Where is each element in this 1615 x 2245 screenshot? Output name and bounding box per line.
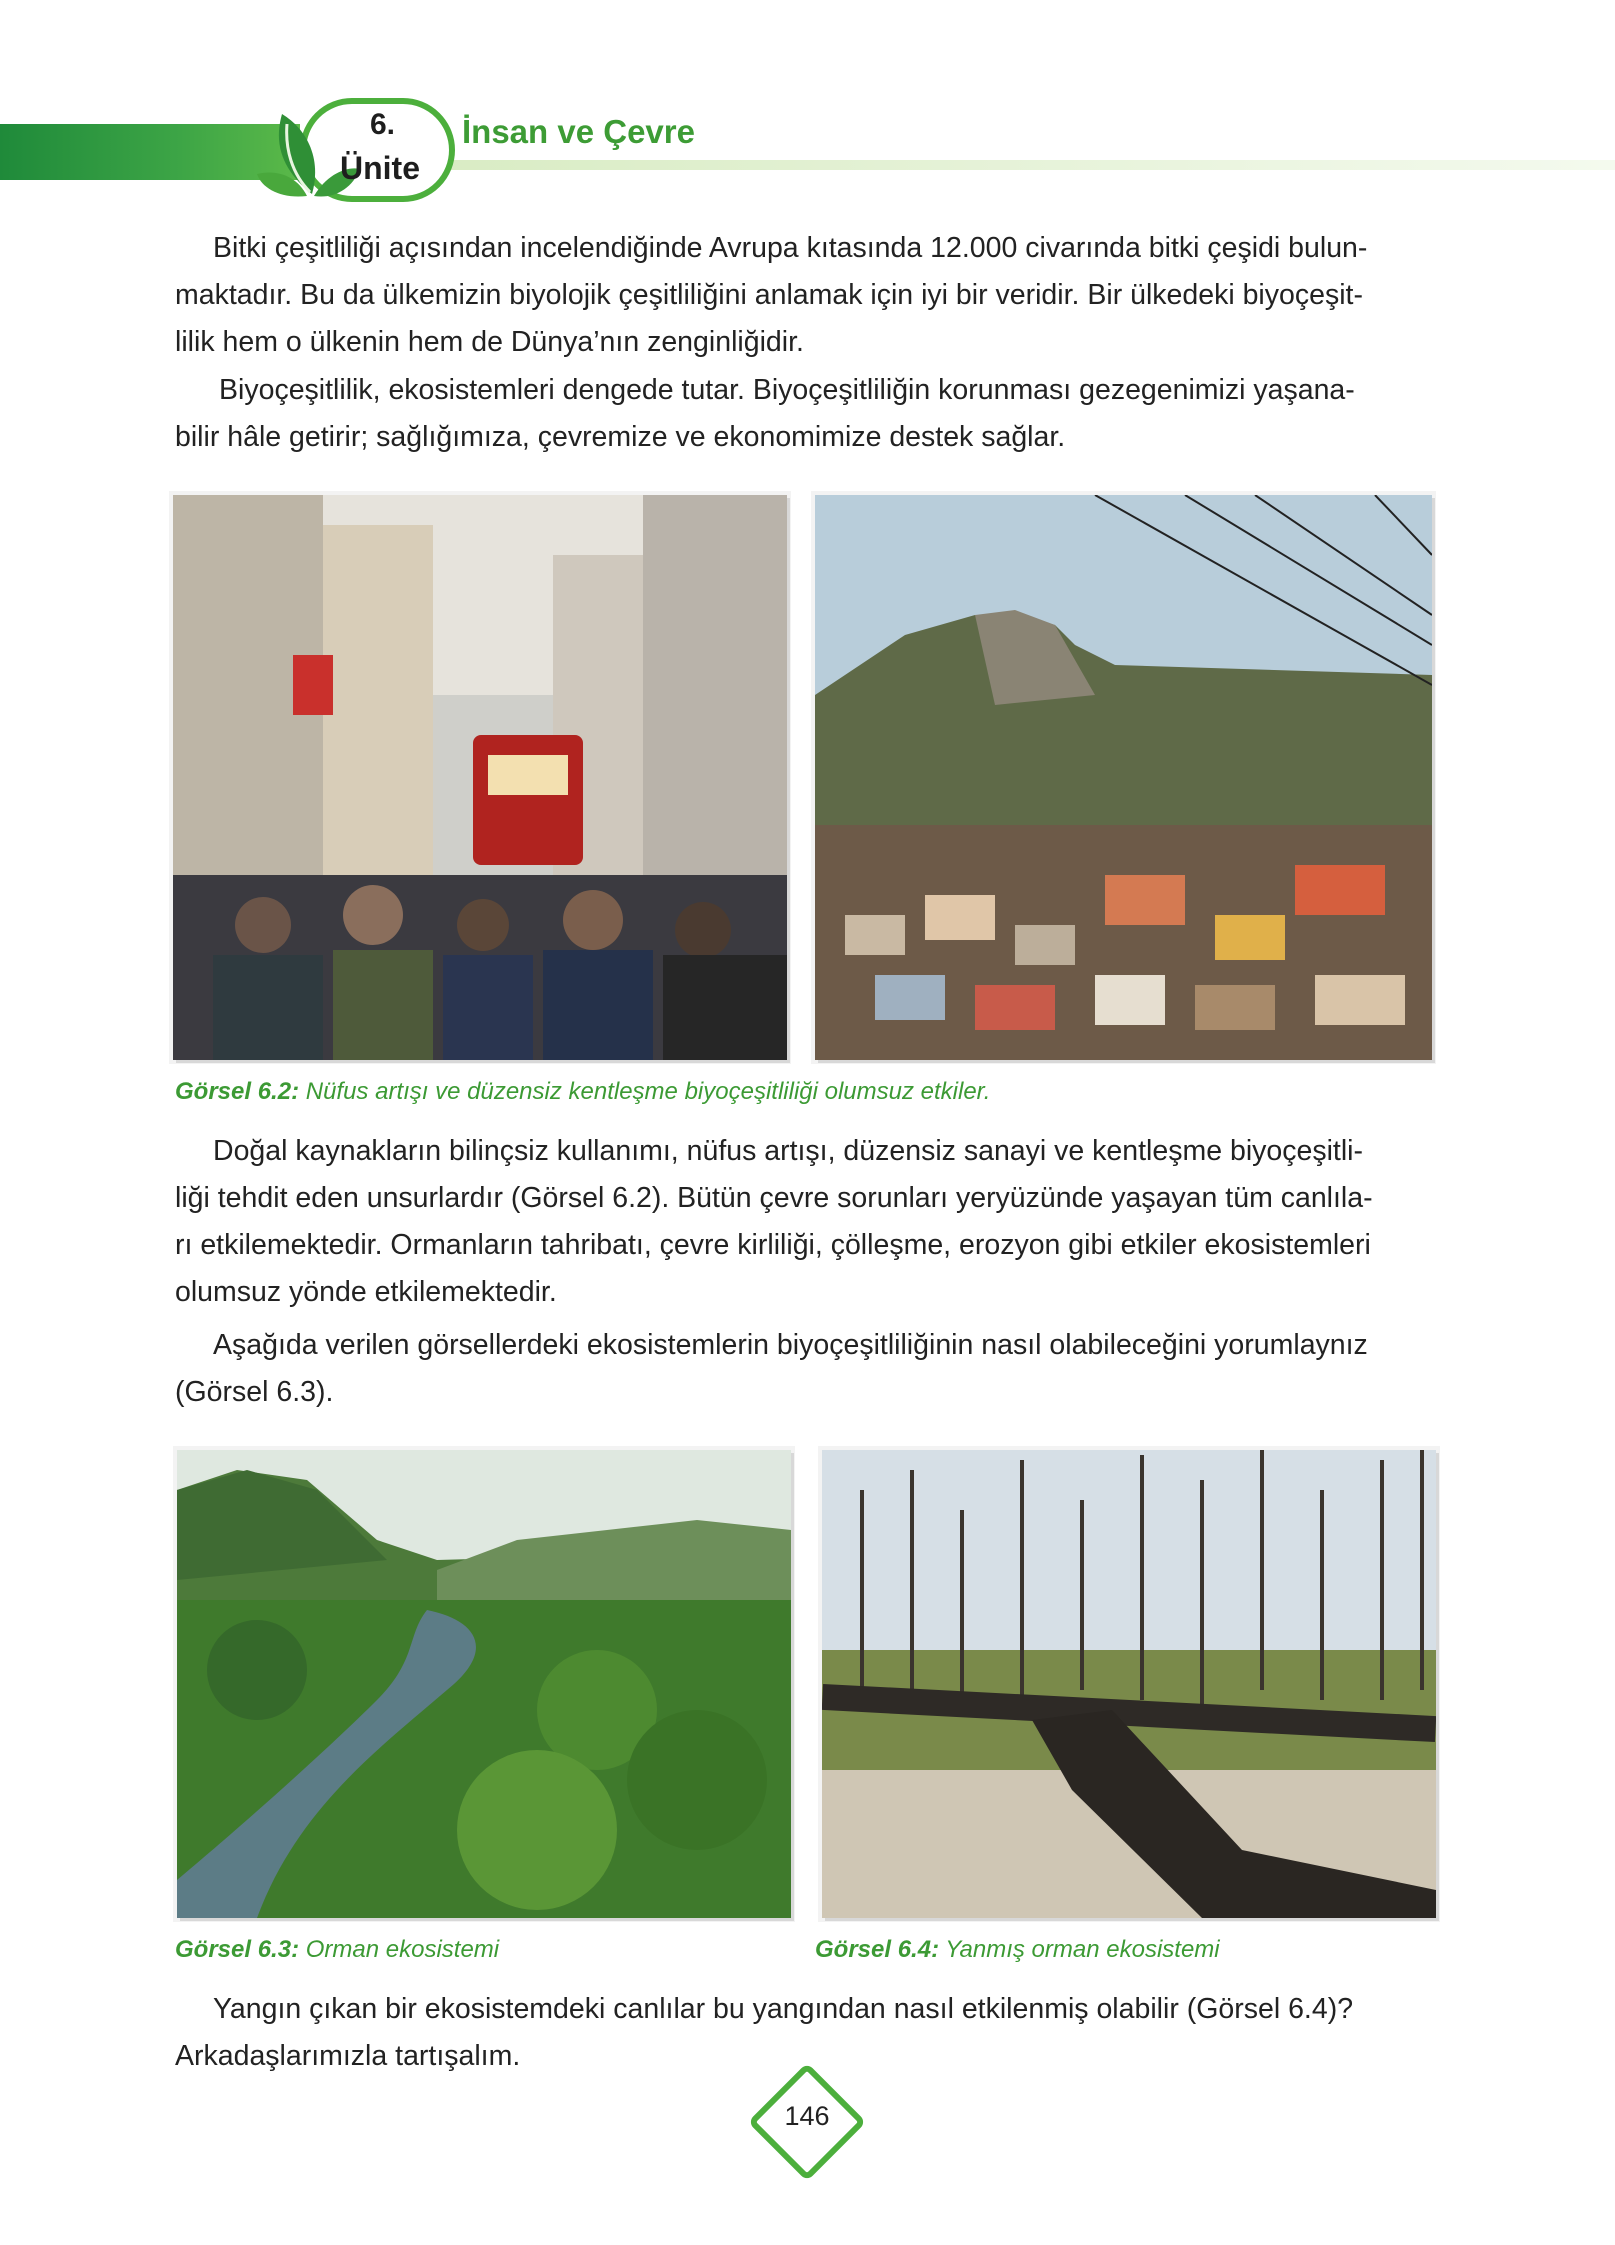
text-line: Yangın çıkan bir ekosistemdeki canlılar bu yangından nasıl etkilenmiş olabilir (Görsel 6.4)? bbox=[213, 1993, 1354, 2025]
text-line: Biyoçeşitlilik, ekosistemleri dengede tutar. Biyoçeşitliliğin korunması gezegenimizi yaşana- bbox=[219, 374, 1355, 406]
text-line: liği tehdit eden unsurlardır (Görsel 6.2). Bütün çevre sorunları yeryüzünde yaşayan tüm canlıla- bbox=[175, 1182, 1373, 1214]
text-line: maktadır. Bu da ülkemizin biyolojik çeşitliliğini anlamak için iyi bir veridir. Bir ülkedeki biyoçeşit- bbox=[175, 279, 1363, 311]
photo-burned-forest bbox=[822, 1450, 1436, 1918]
text-line: (Görsel 6.3). bbox=[175, 1376, 334, 1408]
caption-text: Nüfus artışı ve düzensiz kentleşme biyoçeşitliliği olumsuz etkiler. bbox=[305, 1078, 991, 1105]
caption-text: Orman ekosistemi bbox=[305, 1936, 500, 1963]
photo-istiklal-street bbox=[173, 495, 787, 1060]
text-line: Doğal kaynakların bilinçsiz kullanımı, nüfus artışı, düzensiz sanayi ve kentleşme biyoçeşitli- bbox=[213, 1135, 1364, 1167]
text-line: rı etkilemektedir. Ormanların tahribatı, çevre kirliliği, çölleşme, erozyon gibi etkiler ekosistemleri bbox=[175, 1229, 1371, 1261]
caption-text: Yanmış orman ekosistemi bbox=[945, 1936, 1220, 1963]
caption-figure-6-4 bbox=[815, 1936, 1220, 1964]
caption-figure-6-2 bbox=[175, 1078, 990, 1106]
caption-label: Görsel 6.3: bbox=[175, 1936, 300, 1963]
photo-forest-ecosystem bbox=[177, 1450, 791, 1918]
caption-label: Görsel 6.4: bbox=[815, 1936, 940, 1963]
text-line: olumsuz yönde etkilemektedir. bbox=[175, 1276, 557, 1308]
paragraph-plant-diversity-cont bbox=[175, 272, 1443, 366]
paragraph-biodiversity-balance-cont bbox=[175, 414, 1443, 461]
text-line: Bitki çeşitliliği açısından incelendiğinde Avrupa kıtasında 12.000 civarında bitki çeşidi bulun- bbox=[213, 232, 1368, 264]
caption-figure-6-3 bbox=[175, 1936, 499, 1964]
paragraph-question-ecosystems bbox=[175, 1322, 1443, 1369]
unit-number: 6. bbox=[370, 108, 396, 141]
text-line: bilir hâle getirir; sağlığımıza, çevremize ve ekonomimize destek sağlar. bbox=[175, 421, 1066, 453]
text-line: Arkadaşlarımızla tartışalım. bbox=[175, 2040, 521, 2072]
header-divider-line bbox=[440, 160, 1615, 170]
paragraph-fire-question bbox=[175, 1986, 1443, 2033]
photo-hillside-settlement bbox=[815, 495, 1432, 1060]
paragraph-question-ecosystems-cont bbox=[175, 1369, 1443, 1416]
page-number: 146 bbox=[784, 2101, 830, 2131]
paragraph-plant-diversity bbox=[175, 225, 1443, 272]
paragraph-biodiversity-balance bbox=[175, 367, 1443, 414]
text-line: lilik hem o ülkenin hem de Dünya’nın zenginliğidir. bbox=[175, 326, 804, 358]
caption-label: Görsel 6.2: bbox=[175, 1078, 300, 1105]
paragraph-threats-cont bbox=[175, 1175, 1443, 1316]
paragraph-threats bbox=[175, 1128, 1443, 1175]
unit-word: Ünite bbox=[340, 150, 420, 186]
unit-title: İnsan ve Çevre bbox=[462, 113, 695, 150]
text-line: Aşağıda verilen görsellerdeki ekosistemlerin biyoçeşitliliğinin nasıl olabileceğini yorumlaynız bbox=[213, 1329, 1368, 1361]
